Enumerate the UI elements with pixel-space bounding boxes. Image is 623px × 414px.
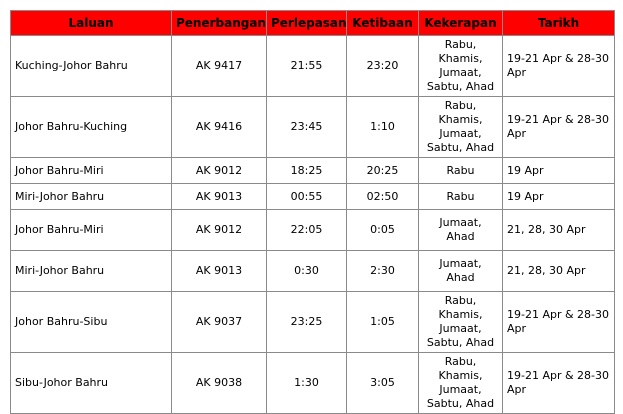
- cell-flight: AK 9038: [172, 353, 267, 414]
- date-line: 19-21 Apr & 28-30: [507, 308, 610, 321]
- cell-route: Johor Bahru-Miri: [11, 158, 172, 184]
- cell-arrival: 1:05: [347, 292, 419, 353]
- cell-date: [503, 353, 615, 414]
- frequency-line: Jumaat,: [439, 322, 482, 335]
- table-row: [11, 353, 615, 414]
- frequency-line: Rabu, Khamis,: [438, 38, 483, 65]
- cell-route: Kuching-Johor Bahru: [11, 36, 172, 97]
- cell-route: Johor Bahru-Sibu: [11, 292, 172, 353]
- cell-arrival: 02:50: [347, 184, 419, 210]
- frequency-line: Sabtu, Ahad: [426, 80, 495, 93]
- cell-departure: 23:25: [267, 292, 347, 353]
- cell-date: [503, 292, 615, 353]
- cell-flight: AK 9013: [172, 184, 267, 210]
- date-line: 19 Apr: [507, 189, 544, 203]
- cell-route: Miri-Johor Bahru: [11, 251, 172, 292]
- cell-frequency: [419, 210, 503, 251]
- cell-frequency: [419, 97, 503, 158]
- frequency-line: Rabu: [446, 163, 475, 177]
- date-line: 19-21 Apr & 28-30: [507, 369, 610, 382]
- frequency-line: Rabu, Khamis,: [438, 355, 483, 382]
- frequency-line: Sabtu, Ahad: [426, 397, 495, 410]
- cell-frequency: [419, 36, 503, 97]
- frequency-line: Jumaat,: [439, 216, 482, 229]
- date-line: 19 Apr: [507, 163, 544, 177]
- frequency-line: Jumaat,: [439, 127, 482, 140]
- cell-date: [503, 184, 615, 210]
- cell-arrival: 23:20: [347, 36, 419, 97]
- header-date: Tarikh: [503, 11, 615, 36]
- cell-departure: 00:55: [267, 184, 347, 210]
- cell-departure: 22:05: [267, 210, 347, 251]
- header-arrival: Ketibaan: [347, 11, 419, 36]
- cell-frequency: [419, 158, 503, 184]
- cell-arrival: 0:05: [347, 210, 419, 251]
- cell-frequency: [419, 184, 503, 210]
- cell-frequency: [419, 292, 503, 353]
- frequency-line: Jumaat,: [439, 66, 482, 79]
- date-line: Apr: [507, 127, 527, 140]
- frequency-line: Jumaat,: [439, 257, 482, 270]
- table-body: [11, 36, 615, 414]
- cell-flight: AK 9417: [172, 36, 267, 97]
- cell-arrival: 1:10: [347, 97, 419, 158]
- frequency-line: Rabu, Khamis,: [438, 294, 483, 321]
- cell-flight: AK 9037: [172, 292, 267, 353]
- table-row: [11, 292, 615, 353]
- header-departure: Perlepasan: [267, 11, 347, 36]
- date-line: 19-21 Apr & 28-30: [507, 113, 610, 126]
- cell-frequency: [419, 251, 503, 292]
- cell-flight: AK 9416: [172, 97, 267, 158]
- cell-date: [503, 251, 615, 292]
- cell-departure: 21:55: [267, 36, 347, 97]
- cell-route: Johor Bahru-Kuching: [11, 97, 172, 158]
- table-row: [11, 210, 615, 251]
- flight-schedule-table: [10, 10, 615, 414]
- header-route: Laluan: [11, 11, 172, 36]
- header-flight: Penerbangan: [172, 11, 267, 36]
- frequency-line: Ahad: [446, 271, 475, 284]
- cell-frequency: [419, 353, 503, 414]
- frequency-line: Ahad: [446, 230, 475, 243]
- cell-route: Miri-Johor Bahru: [11, 184, 172, 210]
- date-line: Apr: [507, 322, 527, 335]
- cell-arrival: 20:25: [347, 158, 419, 184]
- date-line: 21, 28, 30 Apr: [507, 223, 586, 236]
- cell-date: [503, 210, 615, 251]
- date-line: 19-21 Apr & 28-30: [507, 52, 610, 65]
- cell-flight: AK 9012: [172, 158, 267, 184]
- header-frequency: Kekerapan: [419, 11, 503, 36]
- cell-departure: 23:45: [267, 97, 347, 158]
- table-header-row: [11, 11, 615, 36]
- cell-flight: AK 9013: [172, 251, 267, 292]
- table-row: [11, 97, 615, 158]
- cell-arrival: 2:30: [347, 251, 419, 292]
- cell-departure: 18:25: [267, 158, 347, 184]
- date-line: Apr: [507, 66, 527, 79]
- cell-date: [503, 158, 615, 184]
- date-line: 21, 28, 30 Apr: [507, 264, 586, 277]
- table-row: [11, 251, 615, 292]
- cell-date: [503, 97, 615, 158]
- cell-departure: 1:30: [267, 353, 347, 414]
- date-line: Apr: [507, 383, 527, 396]
- table-row: [11, 158, 615, 184]
- frequency-line: Sabtu, Ahad: [426, 141, 495, 154]
- frequency-line: Jumaat,: [439, 383, 482, 396]
- table-row: [11, 36, 615, 97]
- cell-flight: AK 9012: [172, 210, 267, 251]
- table-row: [11, 184, 615, 210]
- frequency-line: Rabu, Khamis,: [438, 99, 483, 126]
- frequency-line: Sabtu, Ahad: [426, 336, 495, 349]
- cell-arrival: 3:05: [347, 353, 419, 414]
- frequency-line: Rabu: [446, 189, 475, 203]
- cell-departure: 0:30: [267, 251, 347, 292]
- cell-route: Johor Bahru-Miri: [11, 210, 172, 251]
- cell-date: [503, 36, 615, 97]
- cell-route: Sibu-Johor Bahru: [11, 353, 172, 414]
